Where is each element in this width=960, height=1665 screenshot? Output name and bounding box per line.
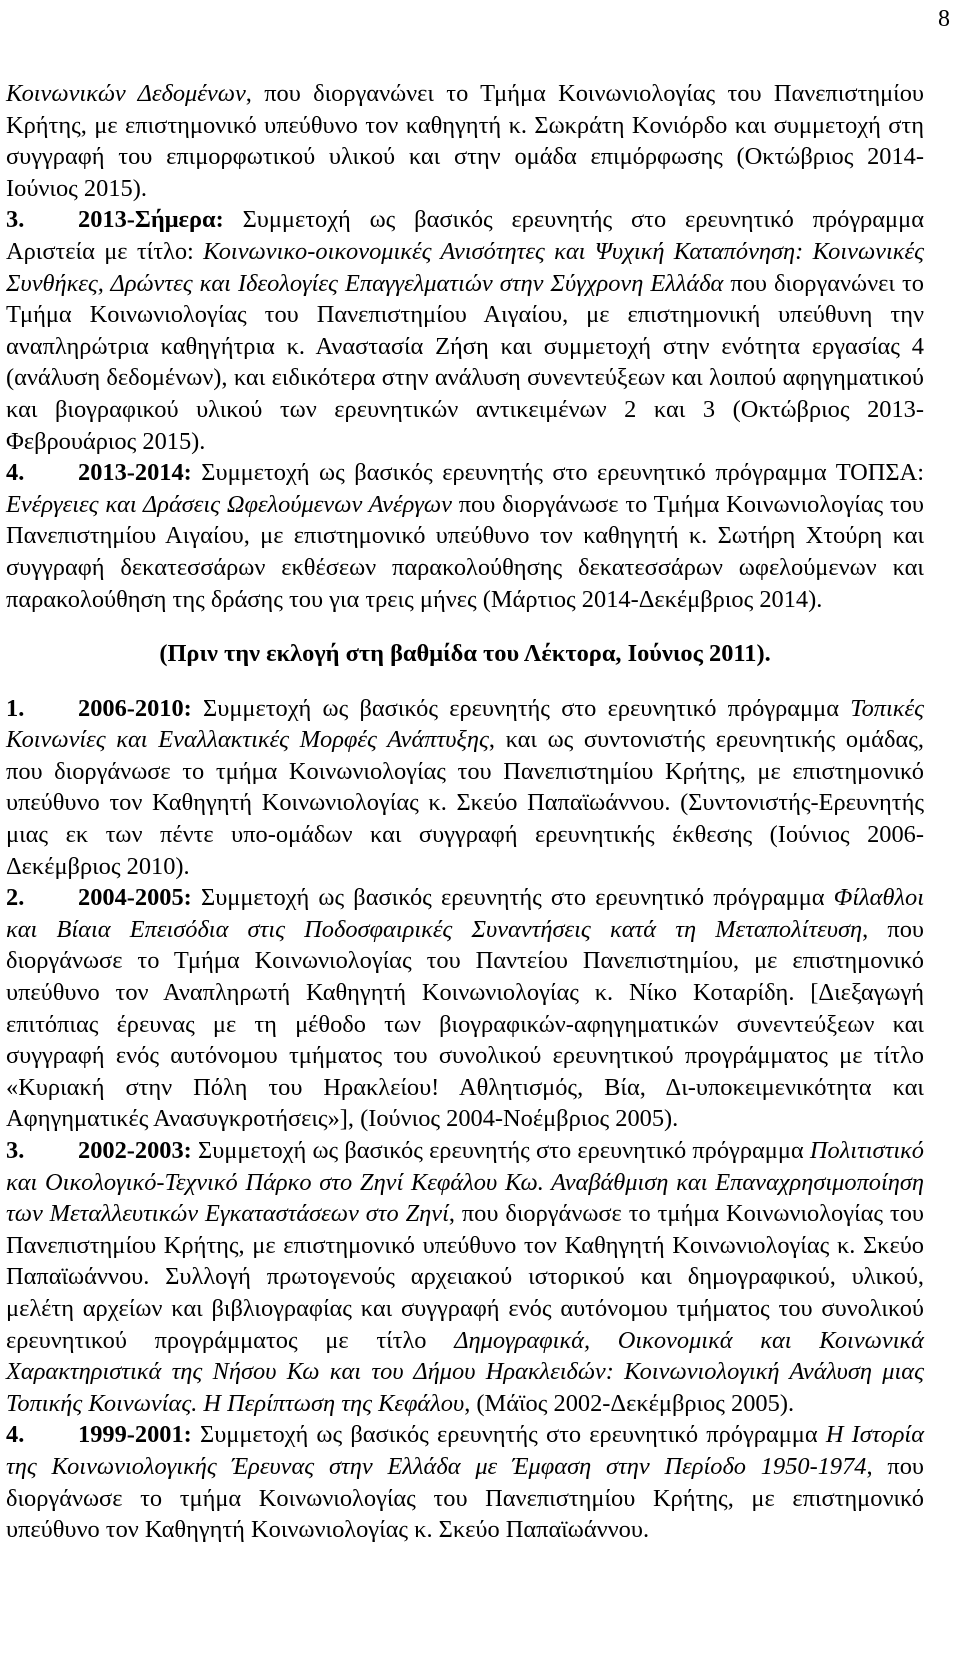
entry-date: 2004-2005: bbox=[78, 884, 192, 912]
entry-number: 3. bbox=[6, 1137, 25, 1164]
project-title: Φίλαθλοι και Βίαια Επεισόδια στις Ποδοσφαιρικές Συναντήσεις κατά τη Μεταπολίτευση bbox=[6, 884, 924, 943]
section-heading: (Πριν την εκλογή στη βαθμίδα του Λέκτορα, Ιούνιος 2011). bbox=[159, 640, 771, 668]
entry-text: Συμμετοχή ως βασικός ερευνητής στο ερευνητικό πρόγραμμα bbox=[191, 694, 851, 722]
entry-number: 4. bbox=[6, 1421, 25, 1449]
research-entry bbox=[6, 1135, 924, 1419]
entry-text: , που διοργάνωσε το Τμήμα Κοινωνιολογίας του Παντείου Πανεπιστημίου, με επιστημονικό υπεύθυνο τον Αναπληρωτή Καθηγητή Κοινωνιολογίας κ. Νίκο Κοταρίδη. [Διεξαγωγή επιτόπιας έρευνας με τη μέθοδο των βιογραφικών-αφηγηματικών συνεντεύξεων και συγγραφή ενός αυτόνομου τμήματος του συνολικού ερευνητικού προγράμματος με τίτλο «Κυριακή στην Πόλη του Ηρακλείου! Αθλητισμός, Βία, Δι-υποκειμενικότητα και Αφηγηματικές Ανασυγκροτήσεις»], (Ιούνιος 2004-Νοέμβριος 2005). bbox=[6, 915, 924, 1133]
entry-number: 4. bbox=[6, 459, 25, 487]
project-title: Η Ιστορία της Κοινωνιολογικής Έρευνας στην Ελλάδα με Έμφαση στην Περίοδο 1950-1974 bbox=[6, 1421, 924, 1480]
entry-text: , και ως συντονιστής ερευνητικής ομάδας, που διοργάνωσε το τμήμα Κοινωνιολογίας του Πανεπιστημίου Κρήτης, με επιστημονικό υπεύθυνο τον Καθηγητή Κοινωνιολογίας κ. Σκεύο Παπαϊωάννου. (Συντονιστής-Ερευνητής μιας εκ των πέντε υπο-ομάδων και συγγραφή ερευνητικής έκθεσης (Ιούνιος 2006-Δεκέμβριος 2010). bbox=[6, 726, 924, 880]
project-title: Πολιτιστικό και Οικολογικό-Τεχνικό Πάρκο στο Ζηνί Κεφάλου Κω. Αναβάθμιση και Επαναχρησιμοποίηση των Μεταλλευτικών Εγκαταστάσεων στο Ζηνί bbox=[6, 1137, 924, 1228]
entry-text: που διοργάνωσε το Τμήμα Κοινωνιολογίας του Πανεπιστημίου Αιγαίου, με επιστημονικό υπεύθυνο τον καθηγητή κ. Σωτήρη Χτούρη και συγγραφή δεκατεσσάρων εκθέσεων παρακολούθησης δεκατεσσάρων ωφελούμενων και παρακολούθηση της δράσης του για τρεις μήνες (Μάρτιος 2014-Δεκέμβριος 2014). bbox=[6, 490, 924, 613]
research-entry bbox=[6, 693, 924, 883]
research-entry bbox=[6, 1419, 924, 1545]
entry-date: 1999-2001: bbox=[78, 1421, 192, 1449]
entry-date: 2013-Σήμερα: bbox=[78, 206, 224, 234]
entry-text: , που διοργάνωσε το τμήμα Κοινωνιολογίας του Πανεπιστημίου Κρήτης, με επιστημονικό υπεύθυνο τον Καθηγητή Κοινωνιολογίας κ. Σκεύο Παπαϊωάννου. bbox=[6, 1452, 925, 1544]
entry-date: 2002-2003: bbox=[78, 1137, 192, 1164]
research-entry bbox=[6, 882, 924, 1135]
entry-text: Συμμετοχή ως βασικός ερευνητής στο ερευνητικό πρόγραμμα ΤΟΠΣΑ: bbox=[191, 459, 924, 487]
entry-number: 1. bbox=[6, 694, 25, 722]
paragraph-continuation bbox=[6, 78, 924, 204]
entry-date: 2013-2014: bbox=[78, 459, 192, 487]
entry-text: Συμμετοχή ως βασικός ερευνητής στο ερευνητικό πρόγραμμα Αριστεία με τίτλο: bbox=[6, 206, 924, 265]
entry-text: Συμμετοχή ως βασικός ερευνητής στο ερευνητικό πρόγραμμα bbox=[191, 1137, 810, 1164]
project-title: Ενέργειες και Δράσεις Ωφελούμενων Ανέργων bbox=[6, 490, 452, 518]
entry-number: 3. bbox=[6, 206, 25, 234]
paragraph-text: , που διοργανώνει το Τμήμα Κοινωνιολογίας του Πανεπιστημίου Κρήτης, με επιστημονικό υπεύθυνο τον καθηγητή κ. Σωκράτη Κονιόρδο και συμμετοχή στη συγγραφή του επιμορφωτικού υλικού και στην ομάδα επιμόρφωσης (Οκτώβριος 2014-Ιούνιος 2015). bbox=[6, 80, 924, 202]
entry-number: 2. bbox=[6, 884, 25, 912]
research-entry bbox=[6, 457, 924, 615]
research-entry bbox=[6, 204, 924, 457]
entry-text: Συμμετοχή ως βασικός ερευνητής στο ερευνητικό πρόγραμμα bbox=[191, 884, 834, 912]
entry-text: που διοργανώνει το Τμήμα Κοινωνιολογίας του Πανεπιστημίου Αιγαίου, με επιστημονική υπεύθυνη την αναπληρώτρια καθηγήτρια κ. Αναστασία Ζήση και συμμετοχή στην ενότητα εργασίας 4 (ανάλυση δεδομένων), και ειδικότερα στην ανάλυση συνεντεύξεων και λοιπού αφηγηματικού και βιογραφικού υλικού των ερευνητικών αντικειμένων 2 και 3 (Οκτώβριος 2013-Φεβρουάριος 2015). bbox=[6, 269, 924, 455]
document-body bbox=[6, 78, 924, 1546]
project-title: Δημογραφικά, Οικονομικά και Κοινωνικά Χαρακτηριστικά της Νήσου Κω και του Δήμου Ηρακλειδών: Κοινωνιολογική Ανάλυση μιας Τοπικής Κοινωνίας. Η Περίπτωση της Κεφάλου bbox=[6, 1326, 924, 1417]
project-title: Κοινωνικών Δεδομένων bbox=[6, 80, 246, 107]
project-title: Κοινωνικο-οικονομικές Ανισότητες και Ψυχική Καταπόνηση: Κοινωνικές Συνθήκες, Δρώντες και Ιδεολογίες Επαγγελματιών στην Σύγχρονη Ελλάδα bbox=[6, 237, 924, 297]
page-number: 8 bbox=[938, 6, 950, 32]
entry-text: , που διοργάνωσε το τμήμα Κοινωνιολογίας του Πανεπιστημίου Κρήτης, με επιστημονικό υπεύθυνο τον Καθηγητή Κοινωνιολογίας κ. Σκεύο Παπαϊωάννου. Συλλογή πρωτογενούς αρχειακού ιστορικού και δημογραφικού, υλικού, μελέτη αρχείων και βιβλιογραφίας και συγγραφή ενός αυτόνομου τμήματος του συνολικού ερευνητικού προγράμματος με τίτλο bbox=[6, 1200, 924, 1354]
project-title: Τοπικές Κοινωνίες και Εναλλακτικές Μορφές Ανάπτυξης bbox=[6, 694, 924, 754]
entry-text: Συμμετοχή ως βασικός ερευνητής στο ερευνητικό πρόγραμμα bbox=[191, 1421, 826, 1449]
entry-text: , (Μάϊος 2002-Δεκέμβριος 2005). bbox=[464, 1389, 795, 1417]
entry-date: 2006-2010: bbox=[78, 694, 192, 722]
